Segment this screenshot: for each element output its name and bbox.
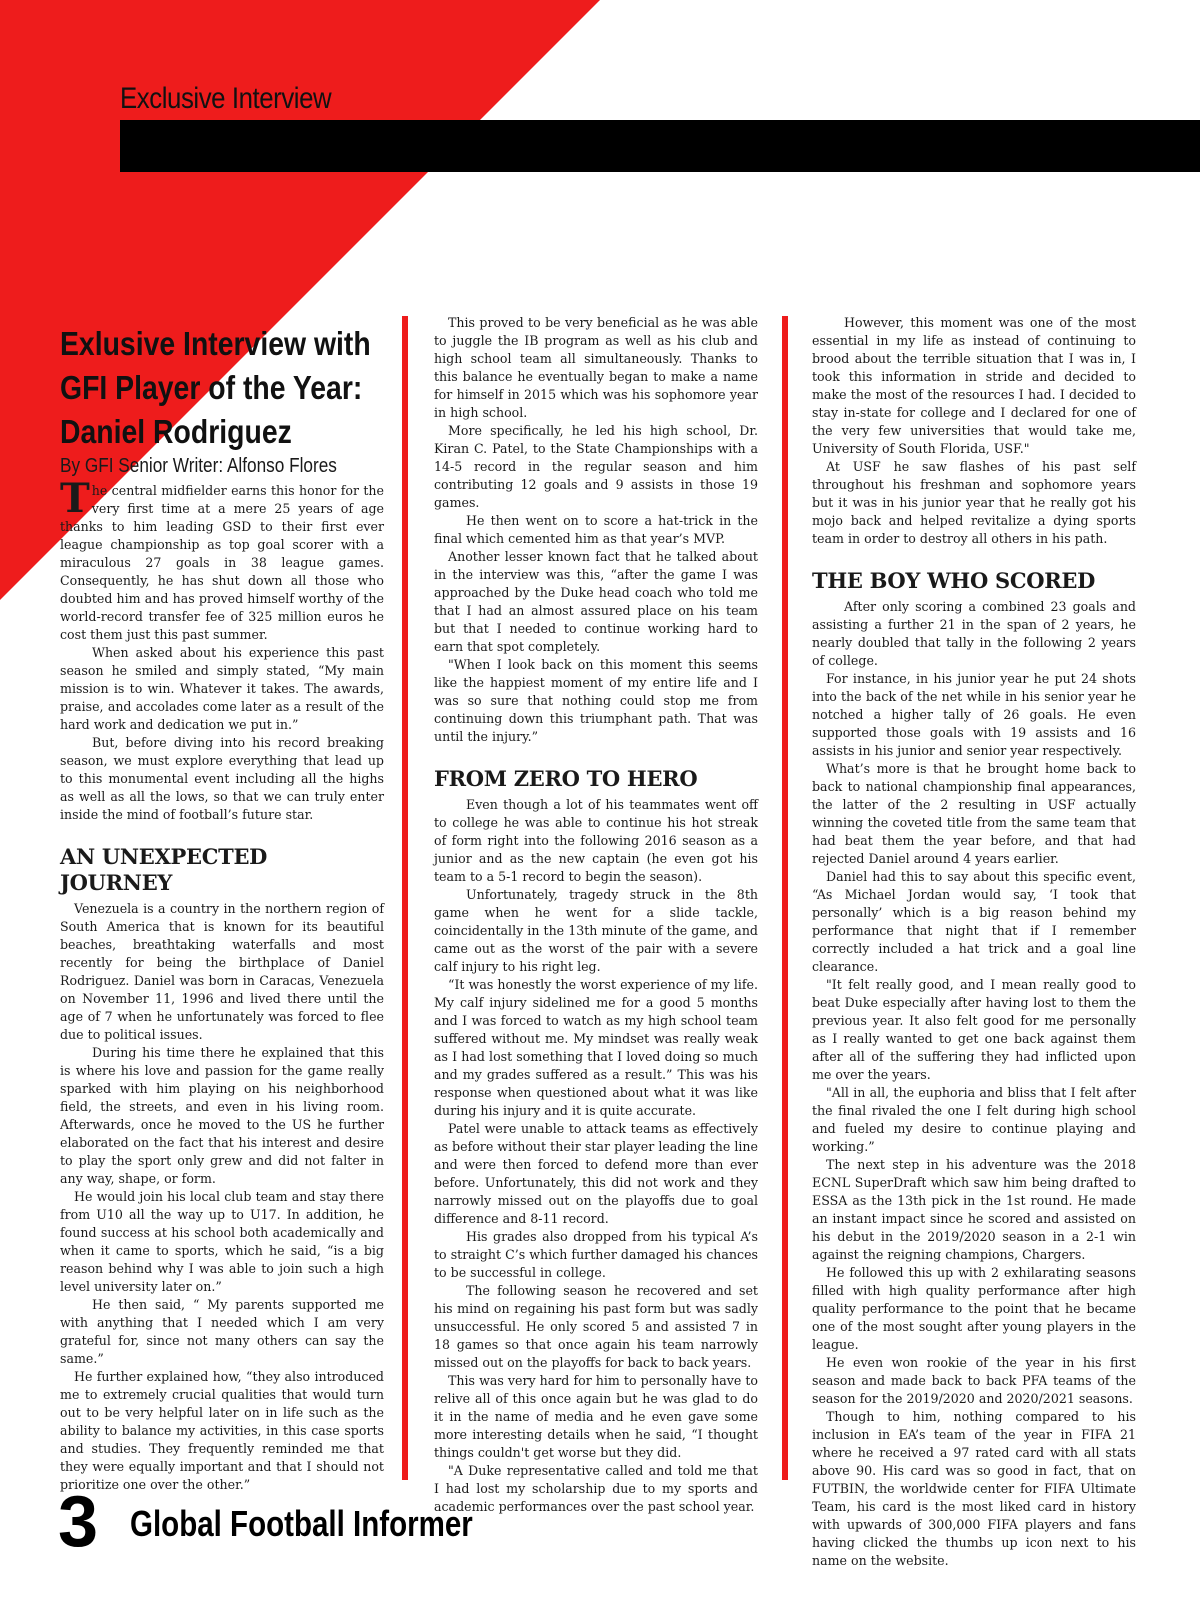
article-paragraph: When asked about his experience this past season he smiled and simply stated, “My main mission is to win. Whatever it takes. The awards, praise, and accolades come later as a result of the hard work and dedication we put in.” [60, 645, 384, 732]
article-paragraph: At USF he saw flashes of his past self throughout his freshman and sophomore years but it was in his junior year that he really got his mojo back and helped revitalize a dying sports team in order to destroy all others in his path. [812, 459, 1136, 546]
article-column-3 [812, 314, 1136, 1570]
article-paragraph: Unfortunately, tragedy struck in the 8th game when he went for a slide tackle, coincidentally in the 13th minute of the game, and came out as the worst of the pair with a severe calf injury to his right leg. [434, 887, 758, 974]
article-paragraph: “It was honestly the worst experience of my life. My calf injury sidelined me for a good 5 months and I was forced to watch as my high school team suffered without me. My mindset was really weak as I had lost something that I loved doing so much and my grades suffered as a result.” This was his response when questioned about what it was like during his injury and it is quite accurate. [434, 977, 758, 1118]
article-paragraph: During his time there he explained that this is where his love and passion for the game really sparked with him playing on his neighborhood field, the streets, and even in his living room. Afterwards, once he moved to the US he further elaborated on the fact that his interest and desire to play the sport only grew and did not falter in any way, shape, or form. [60, 1045, 384, 1186]
article-paragraph: However, this moment was one of the most essential in my life as instead of continuing to brood about the terrible situation that I was in, I took this information in stride and decided to make the most of the resources I had. I decided to stay in-state for college and I declared for one of the very few universities that would take me, University of South Florida, USF." [812, 315, 1136, 456]
article-byline: By GFI Senior Writer: Alfonso Flores [60, 455, 337, 477]
article-paragraph: "When I look back on this moment this seems like the happiest moment of my entire life and I was so sure that nothing could stop me from continuing down this triumphant path. That was until the injury.” [434, 657, 758, 744]
article-paragraph: "All in all, the euphoria and bliss that I felt after the final rivaled the one I felt during high school and fueled my desire to continue playing and working.” [812, 1085, 1136, 1154]
article-column-2 [434, 314, 758, 1516]
article-title: Exlusive Interview with GFI Player of the Year: Daniel Rodriguez [60, 325, 371, 450]
section-label: Exclusive Interview [120, 82, 332, 115]
article-paragraph: After only scoring a combined 23 goals and assisting a further 21 in the span of 2 years, he nearly doubled that tally in the following 2 years of college. [812, 599, 1136, 668]
article-paragraph: Venezuela is a country in the northern region of South America that is known for its beautiful beaches, breathtaking waterfalls and most recently for being the birthplace of Daniel Rodriguez. Daniel was born in Caracas, Venezuela on November 11, 1996 and lived there until the age of 7 when he unfortunately was forced to flee due to political issues. [60, 901, 384, 1042]
article-paragraph: For instance, in his junior year he put 24 shots into the back of the net while in his senior year he notched a higher tally of 26 goals. He even supported those goals with 19 assists and 16 assists in his junior and senior year respectively. [812, 671, 1136, 758]
article-paragraph: Another lesser known fact that he talked about in the interview was this, “after the game I was approached by the Duke head coach who told me that I had an almost assured place on his team but that I needed to continue working hard to earn that spot completely. [434, 549, 758, 654]
article-paragraph: He then went on to score a hat-trick in the final which cemented him as that year’s MVP. [434, 513, 758, 546]
publication-name: Global Football Informer [130, 1503, 473, 1544]
article-paragraph: Even though a lot of his teammates went off to college he was able to continue his hot streak of form right into the following 2016 season as a junior and as the new captain (he even got his team to a 5-1 record to begin the season). [434, 797, 758, 884]
article-paragraph: His grades also dropped from his typical A’s to straight C’s which further damaged his chances to be successful in college. [434, 1229, 758, 1280]
article-paragraph: He would join his local club team and stay there from U10 all the way up to U17. In addition, he found success at his school both academically and when it came to sports, which he said, “is a big reason behind why I was able to join such a high level university later on.” [60, 1189, 384, 1294]
article-paragraph: Patel were unable to attack teams as effectively as before without their star player leading the line and were then forced to defend more than ever before. Unfortunately, this did not work and they narrowly missed out on the playoffs due to goal difference and 8-11 record. [434, 1121, 758, 1226]
drop-cap: T [60, 475, 90, 522]
article-paragraph: The next step in his adventure was the 2018 ECNL SuperDraft which saw him being drafted to ESSA as the 13th pick in the 1st round. He made an instant impact since he scored and assisted on his debut in the 2019/2020 season in a 2-1 win against the reigning champions, Chargers. [812, 1157, 1136, 1262]
article-paragraph: Though to him, nothing compared to his inclusion in EA’s team of the year in FIFA 21 where he received a 97 rated card with all stats above 90. His card was so good in fact, that on FUTBIN, the worldwide center for FIFA Ultimate Team, his card is the most liked card in history with upwards of 300,000 FIFA players and fans having clicked the thumbs up icon next to his name on the website. [812, 1409, 1136, 1568]
article-paragraph: More specifically, he led his high school, Dr. Kiran C. Patel, to the State Championships with a 14-5 record in the regular season and him contributing 12 goals and 9 assists in those 19 games. [434, 423, 758, 510]
article-paragraph: Daniel had this to say about this specific event, “As Michael Jordan would say, ‘I took that personally’ which is a big reason behind my performance that night that if I remember correctly included a hat trick and a goal line clearance. [812, 869, 1136, 974]
article-paragraph: "A Duke representative called and told me that I had lost my scholarship due to my sports and academic performances over the past school year. [434, 1463, 758, 1514]
article-paragraph: The central midfielder earns this honor for the very first time at a mere 25 years of age thanks to him leading GSD to their first ever league championship as top goal scorer with a miraculous 27 goals in 38 league games. Consequently, he has shut down all those who doubted him and has proved himself worthy of the world-record transfer fee of 325 million euros he cost them just this past summer. [60, 475, 384, 642]
header-black-bar [120, 120, 1200, 172]
article-paragraph: What’s more is that he brought home back to back to national championship final appearances, the latter of the 2 resulting in USF actually winning the coveted title from the same team that had beat them the year before, and that had rejected Daniel around 4 years earlier. [812, 761, 1136, 866]
article-paragraph: The following season he recovered and set his mind on regaining his past form but was sadly unsuccessful. He only scored 5 and assisted 7 in 18 games so that once again his team narrowly missed out on the playoffs for back to back years. [434, 1283, 758, 1370]
section-heading: AN UNEXPECTED JOURNEY [60, 844, 268, 895]
article-paragraph: He followed this up with 2 exhilarating seasons filled with high quality performance after high quality performance to the point that he became one of the most sought after young players in the league. [812, 1265, 1136, 1352]
article-paragraph: "It felt really good, and I mean really good to beat Duke especially after having lost to them the previous year. It also felt good for me personally as I really wanted to get one back against them after all of the suffering they had inflicted upon me over the years. [812, 977, 1136, 1082]
column-divider-1 [402, 316, 408, 1480]
article-column-1 [60, 322, 384, 1494]
column-divider-2 [782, 316, 788, 1480]
article-paragraph: He further explained how, “they also introduced me to extremely crucial qualities that would turn out to be very helpful later on in life such as the ability to balance my activities, in this case sports and studies. They frequently reminded me that they were equally important and that I should not prioritize one over the other.” [60, 1369, 384, 1492]
section-heading: FROM ZERO TO HERO [434, 766, 698, 791]
page-number: 3 [58, 1482, 99, 1562]
article-paragraph: This proved to be very beneficial as he was able to juggle the IB program as well as his club and high school team all simultaneously. Thanks to this balance he eventually began to make a name for himself in 2015 which was his sophomore year in high school. [434, 315, 758, 420]
section-heading: THE BOY WHO SCORED [812, 568, 1095, 593]
article-paragraph: He even won rookie of the year in his first season and made back to back PFA teams of the season for the 2019/2020 and 2020/2021 seasons. [812, 1355, 1136, 1406]
article-paragraph: He then said, “ My parents supported me with anything that I needed which I am very grateful for, since not many others can say the same.” [60, 1297, 384, 1366]
article-paragraph: But, before diving into his record breaking season, we must explore everything that lead up to this monumental event including all the highs as well as all the lows, so that we can truly enter inside the mind of football’s future star. [60, 735, 384, 822]
article-paragraph: This was very hard for him to personally have to relive all of this once again but he was glad to do it in the name of media and he even gave some more interesting details when he said, “I thought things couldn't get worse but they did. [434, 1373, 758, 1460]
